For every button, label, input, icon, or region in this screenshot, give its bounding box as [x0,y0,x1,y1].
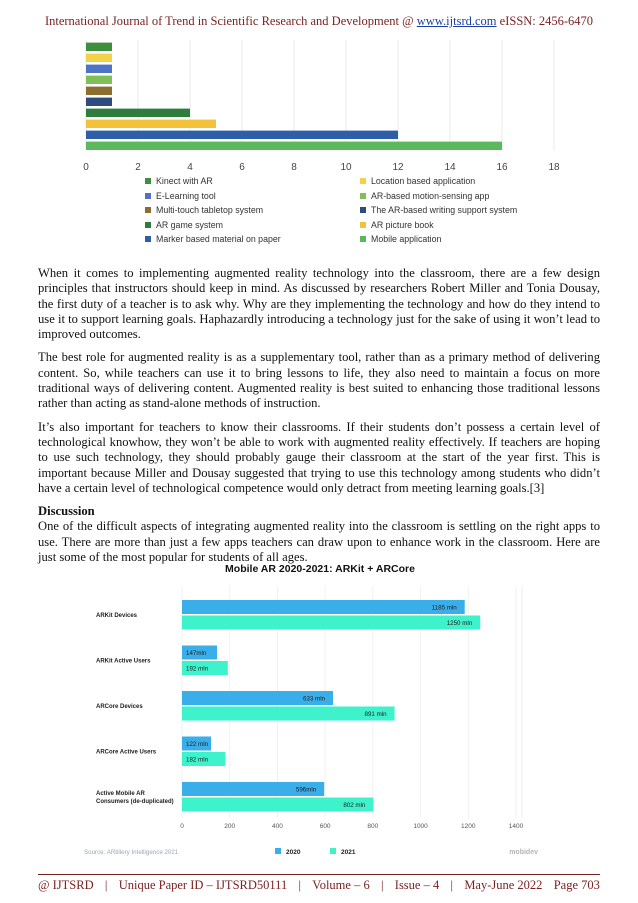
figure1-legend-item [145,205,263,215]
paragraph-supplementary-role: The best role for augmented reality is as a supplementary tool, rather than as a primary method of delivering content. So, while teachers can use it to bring lessons to life, they also need to maintain a focus on more traditional ways of delivering content. Augmented reality is best suited to enhancing those traditional lessons rather than acting as stand-alone methods of instruction. [38,350,600,411]
figure2-x-tick-label: 400 [271,823,283,830]
figure1-bar [86,54,112,62]
figure1-legend-swatch [145,178,151,184]
figure1-legend-swatch [145,207,151,213]
figure1-legend-item [145,220,223,230]
figure1-legend-label: AR game system [156,219,223,230]
figure2-data-label: 802 mln [343,801,366,809]
figure1-x-tick-label: 16 [496,162,508,173]
paragraph-discussion: One of the difficult aspects of integrating augmented reality into the classroom is settling on the right apps to use. There are more than just a few apps teachers can draw upon to enhance work in the classroom. Here are just some of the most popular for students of all ages. [38,519,600,565]
figure2-x-tick-label: 200 [224,823,236,830]
figure1-legend-swatch [360,207,366,213]
footer-separator: | [298,878,301,892]
figure1-bar-chart [70,40,570,175]
figure2-category-label: ARKit Active Users [96,658,151,665]
running-header [0,14,638,29]
footer-separator: | [450,878,454,892]
figure2-x-tick-label: 600 [319,823,331,830]
figure2-legend-label: 2020 [286,849,301,856]
footer-date: May-June 2022 [464,878,543,892]
figure2-source: Source: ARtillery Intelligence 2021 [84,849,179,856]
header-issn: eISSN: 2456-6470 [496,14,594,28]
figure2-x-tick-label: 0 [180,823,184,830]
figure2-category-label: ARKit Devices [96,613,138,619]
figure1-legend-item [145,234,281,244]
figure1-x-tick-label: 8 [291,162,297,173]
figure1-bar [86,43,112,51]
figure2-title: Mobile AR 2020-2021: ARKit + ARCore [225,563,415,575]
figure1-legend-item [145,176,213,186]
discussion-heading: Discussion [38,504,95,519]
figure1-bar [86,142,502,150]
figure1-bar [86,76,112,84]
figure1-legend-item [360,234,441,244]
figure1-bar [86,120,216,128]
figure1-bar [86,131,398,139]
figure1-x-tick-label: 12 [392,162,404,173]
article-body [38,266,600,573]
figure2-category-label: Active Mobile AR [96,791,145,797]
figure1-x-tick-label: 6 [239,162,245,173]
figure1-legend-swatch [145,236,151,242]
page-footer [38,878,600,893]
figure1-legend-label: Kinect with AR [156,176,213,186]
paragraph-know-classrooms: It’s also important for teachers to know their classrooms. If their students don’t possess a certain level of technological knowhow, they won’t be able to work with augmented reality effectively. If teachers are hoping to use such technology, they should probably gauge their classroom at the start of the year first. This is important because Miller and Dousay suggested that trying to use this technology among students who didn’t have a certain level of technological competence would only detract from meeting learning goals.[3] [38,419,600,495]
figure1-legend-label: The AR-based writing support system [371,205,518,215]
figure2-category-label: ARCore Devices [96,704,143,710]
figure2-x-tick-label: 1200 [461,823,476,830]
figure2-brand-logo: mobidev [509,849,538,856]
figure1-legend-swatch [145,222,151,228]
header-journal-name: International Journal of Trend in Scientific Research and Development @ [44,14,417,28]
footer-volume: Volume – 6 [312,878,370,892]
footer-separator: | [104,878,108,892]
footer-journal: @ IJTSRD [38,878,94,892]
figure1-legend-swatch [360,193,366,199]
figure1-legend-item [145,191,216,201]
figure2-legend-label: 2021 [341,849,356,856]
figure2-data-label: 891 mln [364,710,387,718]
figure2-data-label: 147mln [186,649,207,657]
figure2-data-label: 182 mln [186,756,209,764]
figure1-x-tick-label: 2 [135,162,141,173]
figure1-bar [86,87,112,95]
figure2-category-label: Consumers (de-duplicated) [96,799,174,805]
figure2-legend-swatch [330,848,336,854]
figure1-legend-item [360,191,489,201]
figure1-bar [86,109,190,117]
figure1-legend-label: AR-based motion-sensing app [371,190,490,201]
figure2-legend-swatch [275,848,281,854]
paragraph-design-principles: When it comes to implementing augmented reality technology into the classroom, there are a few design principles that instructors should keep in mind. As discussed by researchers Robert Miller and Tonia Dousay, the first duty of a teacher is to ask why. Why are they implementing the technology and how do they intend to use it to support learning goals. Haphazardly introducing a technology just for the sake of using it won’t lead to improved outcomes. [38,266,600,342]
footer-paper-id: Unique Paper ID – IJTSRD50111 [118,878,288,892]
figure1-x-tick-label: 10 [340,162,352,173]
figure1-legend-swatch [360,178,366,184]
figure1-x-tick-label: 14 [444,162,456,173]
figure2-x-tick-label: 1000 [413,823,428,830]
figure2-x-tick-label: 800 [367,823,379,830]
figure2-category-label: ARCore Active Users [96,749,157,756]
header-website-link[interactable]: www.ijtsrd.com [416,14,497,28]
figure2-bar [182,616,480,630]
figure1-x-tick-label: 0 [83,162,89,173]
figure1-legend-item [360,176,475,186]
figure1-legend-item [360,220,434,230]
figure1-legend-swatch [360,222,366,228]
footer-separator: | [380,878,384,892]
footer-page-number: Page 703 [553,878,600,892]
figure1-legend-label: E-Learning tool [156,190,216,201]
figure1-legend-label: Mobile application [371,234,442,244]
figure1-legend-label: Multi-touch tabletop system [156,205,264,215]
figure2-data-label: 1250 mln [446,619,473,627]
figure1-legend-item [360,205,517,215]
figure1-bar [86,65,112,73]
footer-issue: Issue – 4 [394,878,440,892]
figure2-data-label: 596mln [295,786,317,794]
figure2-data-label: 1185 mln [431,604,457,612]
figure1-legend-label: AR picture book [371,219,434,230]
figure1-x-tick-label: 4 [187,162,193,173]
figure2-bar [182,600,465,614]
figure1-legend-label: Location based application [371,176,476,186]
figure2-data-label: 192 mln [186,665,209,673]
figure2-mobile-ar-chart [70,556,570,861]
footer-rule [38,874,600,875]
figure2-data-label: 122 mln [186,740,209,748]
figure1-x-tick-label: 18 [548,162,560,173]
figure1-bar [86,98,112,106]
figure2-x-tick-label: 1400 [508,823,524,830]
figure2-bar [182,707,395,721]
figure1-legend-label: Marker based material on paper [156,234,281,244]
figure2-data-label: 633 mln [303,695,326,703]
figure1-legend-swatch [145,193,151,199]
figure1-legend-swatch [360,236,366,242]
